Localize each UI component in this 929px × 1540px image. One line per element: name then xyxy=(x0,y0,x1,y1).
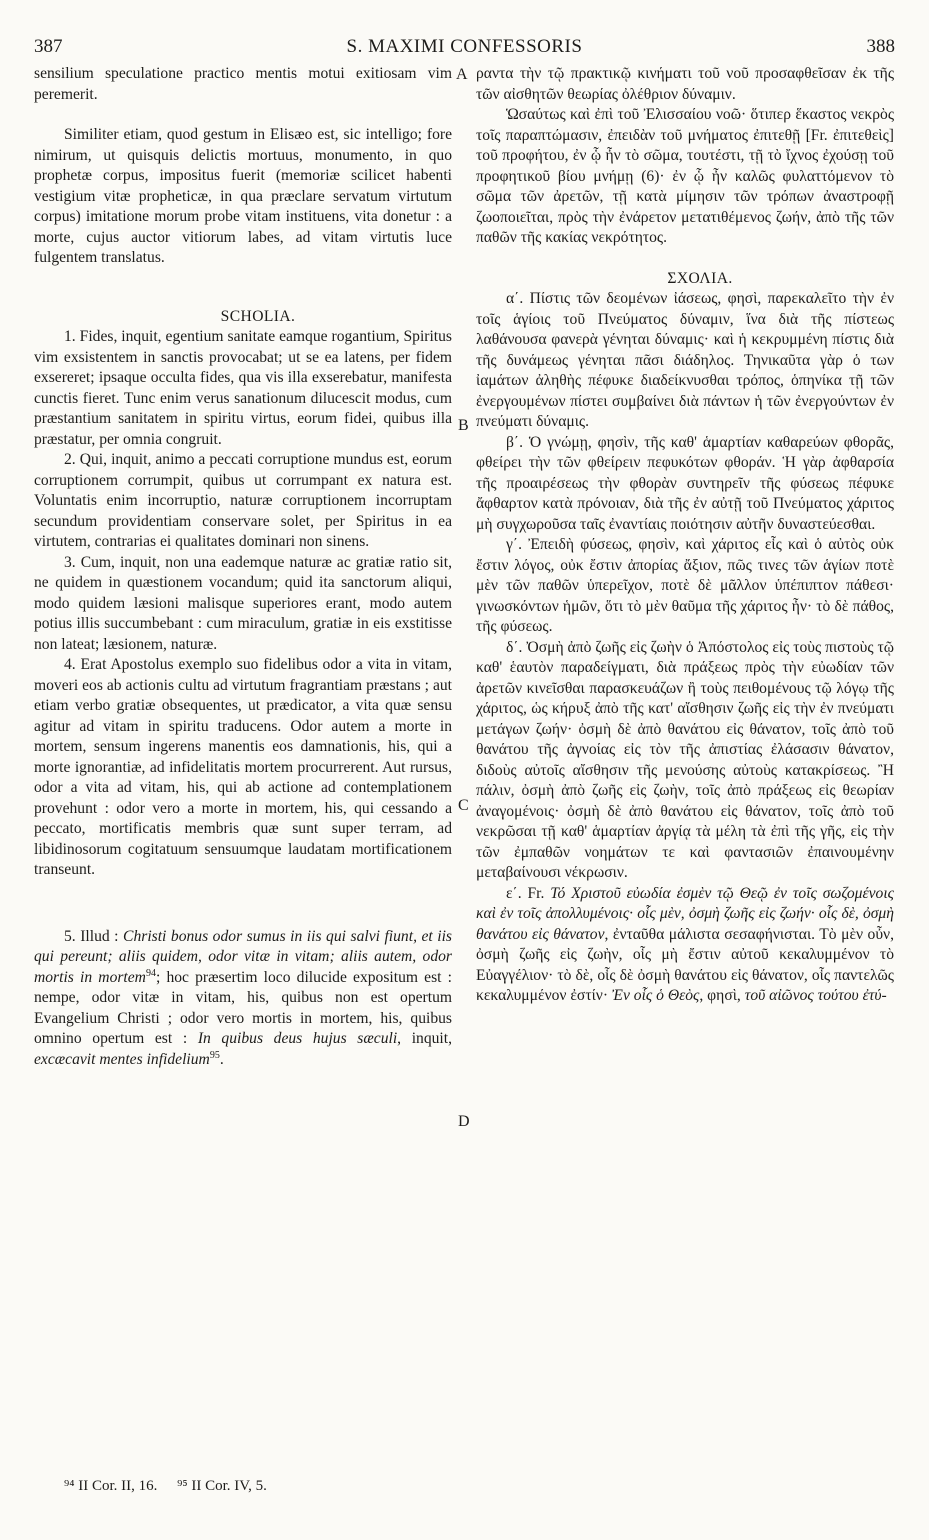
latin-scholion-1: 1. Fides, inquit, egentium sanitate eamque rogantium, Spiritus vim exsistentem in sanctis provocabat; ut se ea latens, per fidem exsereret; ipsaque occulta fides, qua vis illa exserebatur, manifesta cunctis fieret. Tunc enim verus sanationum dilucescit modus, cum præstantium sanitatem in spiritu virtus, eorum fidei, quibus illa præstatur, per omnia congruit. xyxy=(34,328,452,448)
latin-paragraph: Similiter etiam, quod gestum in Elisæo est, sic intelligo; fore nimirum, ut quisquis delictis mortuus, monumento, in quo prophetæ corpus, impositus fuerit (memoriæ scilicet habenti vestigium vitæ propheticæ, in qua præclare servatum virtutum corpus) imitatione morum probe vitam instituens, vita donetur : a morte, cujus auctor vitiorum labes, ad vitam virtutis luce fulgentem translatus. xyxy=(34,126,452,266)
greek-scholion-2: β΄. Ὁ γνώμῃ, φησὶν, τῆς καθ' ἁμαρτίαν καθαρεύων φθορᾶς, φθείρει τὴν τῶν φθείρειν πεφυκότων φθοράν. Ἡ γὰρ ἀφθαρσία τῆς προαιρέσεως τὴν φθορὰν συντηρεῖν τῆς φύσεως πέφυκε ἄφθαρτον κατὰ πρόνοιαν, διὰ τῆς ἐν αὐτῇ τοῦ Πνεύματος χάριτος μὴ συγχωροῦσα ταῖς ἐναντίαις ποιότησιν αὐτῆν δυναστεύεσθαι. xyxy=(476,433,894,533)
latin-s5-quote: excæcavit mentes infidelium xyxy=(34,1050,210,1068)
latin-scholion-5 xyxy=(34,927,452,1071)
margin-marker-c: C xyxy=(458,797,469,814)
latin-scholion-3: 3. Cum, inquit, non una eademque naturæ ac gratiæ ratio sit, ne quidem in quæstionem vocandum; quid ita sanctorum aliqui, modo quidem læsioni malisque superiores erant, modo autem potius illis succumbebant : cum miraculum, gratiæ in eis exstitisse non lateat; læsionem, naturæ. xyxy=(34,553,452,653)
greek-paragraph: Ὡσαύτως καὶ ἐπὶ τοῦ Ἐλισσαίου νοῶ· ὅτιπερ ἕκαστος νεκρὸς τοῖς παραπτώμασιν, ἐπειδὰν τοῦ μνήματος ἐπιτεθῇ [Fr. ἐπιτεθεὶς] τοῦ προφήτου, ἐν ᾧ ἦν τὸ σῶμα, τουτέστι, τῇ τὸ ἴχνος ἐχούσῃ τοῦ προφητικοῦ βίου μνήμῃ (6)· ἐν ᾧ ἦν καλῶς φυλαττόμενον τὸ σῶμα τῶν ἀρετῶν, τῇ κατὰ μίμησιν τῶν τρόπων ἀναστροφῇ ζωοποιεῖται, πρὸς τὴν ἐνάρετον μετατιθέμενος ζωήν, ἀπὸ τῆς τῶν παθῶν τῆς κακίας νεκρότητος. xyxy=(476,106,894,246)
running-header xyxy=(34,36,895,62)
greek-s5-quote: Ἐν οἷς ὁ Θεὸς xyxy=(611,987,700,1004)
greek-s5-quote: Τό Χριστοῦ εὐωδία ἐσμὲν τῷ Θεῷ ἐν τοῖς σωζομένοις καὶ ἐν τοῖς ἀπολλυμένοις· οἷς μὲν, ὀσμὴ ζωῆς εἰς ζωήν· οἷς δὲ, ὀσμὴ θανάτου εἰς θάνατον xyxy=(476,884,894,943)
greek-s5-quote: τοῦ αἰῶνος τούτου ἐτύ- xyxy=(744,987,887,1004)
greek-s5-text: , φησὶ, xyxy=(699,987,745,1004)
page-number-right: 388 xyxy=(866,36,895,57)
latin-s5-text: , inquit, xyxy=(397,1030,452,1047)
greek-scholion-4: δ΄. Ὀσμὴ ἀπὸ ζωῆς εἰς ζωὴν ὁ Ἀπόστολος εἰς τοὺς πιστοὺς τῷ καθ' ἑαυτὸν παραδείγματι, διὰ πράξεως πρὸς τὴν εὐωδίαν τῶν ἀρετῶν κινεῖσθαι παρασκευάζων ἢ τοὺς πειθομένους τῷ λόγῳ τῆς χάριτος, ὡς κήρυξ ἀπὸ τῆς κατ' αἴσθησιν ζωῆς εἰς τὴν ἐν πνεύματι μετάγων ζωήν· ὀσμὴ δὲ ἀπὸ θανάτου εἰς θάνατον, τοῖς ἀπὸ τοῦ θανάτου τῆς ἀγνοίας εἰς τὸν τῆς ἀπιστίας ἐλάσασιν θάνατον, διδοὺς αὐτοῖς αἴσθησιν τῆς μενούσης αὐτοὺς κατακρίσεως. Ἢ πάλιν, ὀσμὴ ἀπὸ ζωῆς εἰς ζωὴν, τοῖς ἀπὸ πράξεως εἰς θεωρίαν ἀναγομένοις· ὀσμὴ δὲ ἀπὸ θανάτου εἰς θάνατον, τοῖς ἀπὸ τοῦ νεκρῶσαι τῇ καθ' ἁμαρτίαν ἀργίᾳ τὰ μέλη τὰ ἐπὶ τῆς γῆς, εἰς τὴν τῶν ἐμπαθῶν νοημάτων τε καὶ φαντασιῶν ἐπαινουμένην μεταβαίνουσι νέκρωσιν. xyxy=(476,638,894,881)
greek-column xyxy=(476,64,894,1007)
latin-column xyxy=(34,64,452,1070)
greek-scholia-heading: ΣΧΟΛΙΑ. xyxy=(667,269,733,287)
greek-s5-text: ε΄. Fr. xyxy=(506,884,551,902)
latin-paragraph: sensilium speculatione practico mentis motui exitiosam vim peremerit. xyxy=(34,65,452,103)
greek-scholion-1: α΄. Πίστις τῶν δεομένων ἰάσεως, φησὶ, παρεκαλεῖτο τὴν ἐν τοῖς ἁγίοις τοῦ Πνεύματος δύναμιν, ἵνα διὰ τῆς πίστεως λαθάνουσα φανερὰ γένηται δύναμις· καὶ ἡ κεκρυμμένη πίστις διὰ τῆς δυνάμεως γένηται πᾶσι διάδηλος. Τηνικαῦτα γὰρ ὁ των ἰαμάτων ἀληθὴς πέφυκε διαδείκνυσθαι τρόπος, ὁπηνίκα τῇ τῶν ἐνεργουμένων πίστει συμβαίνει διὰ πάντων ἡ τῶν ἐνεργούντων ἐν πνεύματι δύναμις. xyxy=(476,290,894,430)
footnote-95: ⁹⁵ II Cor. IV, 5. xyxy=(177,1478,267,1494)
latin-s5-quote: Christi bonus odor sumus in iis qui salvi fiunt, et iis qui pereunt; aliis quidem, odor vitæ in vitam; aliis autem, odor mortis in mortem xyxy=(34,927,452,986)
latin-scholion-2: 2. Qui, inquit, animo a peccati corruptione mundus est, eorum corruptionem corrumpit, quibus ut corrumpant ex natura est. Voluntatis enim incorruptio, naturæ corruptionem incorruptam secundum providentiam conservare solet, per Spiritus in ea virtutem, contrarias ei qualitates dominari non sinens. xyxy=(34,451,452,550)
margin-marker-b: B xyxy=(458,417,469,434)
greek-s5-text: , ἐνταῦθα μάλιστα σεσαφήνισται. Τὸ μὲν οὖν, ὀσμὴ ζωῆς εἰς ζωὴν, οἷς μὴ ἔστιν αὐτοῦ κεκαλυμμένον τὸ Εὐαγγέλιον· τὸ δὲ, οἷς δὲ ὀσμὴ θανάτου εἰς θάνατον, οἷς παντελῶς κεκαλυμμένον ἐστίν· xyxy=(476,925,894,1004)
footnote-94: ⁹⁴ II Cor. II, 16. xyxy=(64,1478,158,1494)
greek-scholion-3: γ΄. Ἐπειδὴ φύσεως, φησὶν, καὶ χάριτος εἷς καὶ ὁ αὐτὸς οὐκ ἔστιν λόγος, οὐκ ἔστιν ἀπορίας ἄξιον, πῶς τινες τῶν ἁγίων ποτὲ μὲν τῶν παθῶν ὑπερεῖχον, ποτὲ δὲ μᾶλλον ὑπέπιπτον πάθεσι· γινωσκόντων ἡμῶν, ὅτι τὸ μὲν θαῦμα τῆς χάριτος ἦν· τὸ δὲ πάθος, τῆς φύσεως. xyxy=(476,536,894,635)
latin-s5-text: 5. Illud : xyxy=(64,927,124,945)
margin-marker-a: A xyxy=(456,66,468,83)
footnote-ref: 95 xyxy=(209,1049,220,1061)
footnotes xyxy=(64,1478,283,1495)
latin-s5-text: . xyxy=(219,1050,224,1068)
margin-marker-d: D xyxy=(458,1113,470,1130)
greek-paragraph: ραντα τὴν τῷ πρακτικῷ κινήματι τοῦ νοῦ προσαφθεῖσαν ἐκ τῆς τῶν αἰσθητῶν θεωρίας ὀλέθριον δύναμιν. xyxy=(476,65,894,103)
latin-scholion-4: 4. Erat Apostolus exemplo suo fidelibus odor a vita in vitam, moveri eos ab actionis cultu ad virtutum fragrantiam præstans ; aut etiam verbo gratiæ obsequentes, ut prædicator, a vita quæ sensu agitur ad vitam in spiritu traducens. Odor autem a morte in mortem, sensum ingerens manentis eos damnationis, his, qui a morte ignorantiæ, ad infidelitatis mortem procurrerent. Aut rursus, odor a vita ad vitam, his, qui ab actione ad contemplationem provehunt : odor vero a morte in mortem, his, qui cessando a peccato, mortificatis membris quæ sunt super terram, ad libidinosorum cogitatuum sensuumque laudatam mortificationem transeunt. xyxy=(34,656,452,878)
page-number-left: 387 xyxy=(34,36,63,57)
footnote-ref: 94 xyxy=(145,967,156,979)
latin-s5-quote: In quibus deus hujus sæculi xyxy=(197,1030,398,1047)
running-title: S. MAXIMI CONFESSORIS xyxy=(346,36,583,57)
greek-scholion-5 xyxy=(476,884,894,1007)
latin-s5-text: ; hoc præsertim loco dilucide expositum est : nempe, odor vitæ in vitam, his, quibus non est opertum Evangelium Christi ; odor vero mortis in mortem, his, quibus omnino opertum est : xyxy=(34,968,452,1047)
latin-scholia-heading: SCHOLIA. xyxy=(220,307,296,325)
